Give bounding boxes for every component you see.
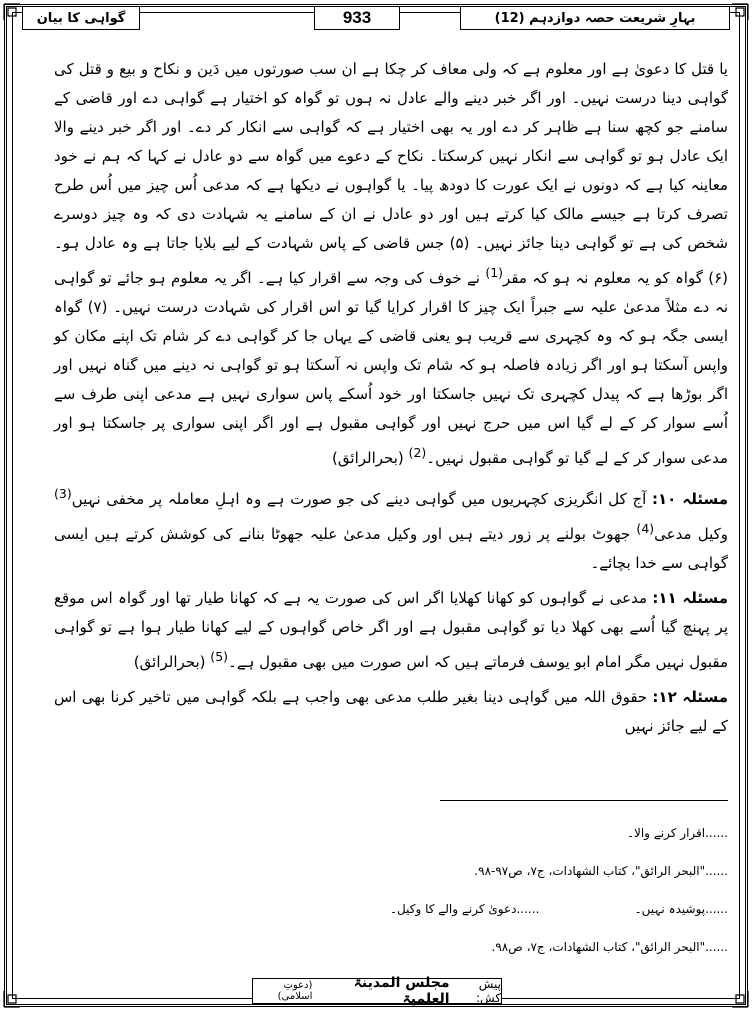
publisher-name: مجلس المدینۃ العلمیۃ <box>353 975 450 1007</box>
footnote-3: ......پوشیدہ نہیں۔ <box>634 902 728 916</box>
paragraph-text: نے خوف کی وجہ سے اقرار کیا ہے۔ اگر یہ معلوم ہو جائے تو گواہی نہ دے مثلاً مدعیٰ علیہ سے جبراً ایک چیز کا اقرار کرایا گیا تو اس اقرار کی شہادت درست نہیں۔ (۷) گواہ ایسی جگہ ہو کہ وہ کچہری سے قریب ہو یعنی قاضی کے یہاں جا کر گواہی دے کر شام تک اپنے مکان کو واپس آسکتا ہو اور اگر زیادہ فاصلہ ہو کہ شام تک واپس نہ آسکتا ہو تو گواہی نہ دینے میں گناہ نہیں اور اگر بوڑھا ہے کہ پیدل کچہری تک نہیں جاسکتا اور خود اُسکے پاس سواری نہیں ہے مدعی اپنی طرف سے اُسے سوار کر کے لے گیا اس میں حرج نہیں اور گواہی مقبول ہے اور اگر اپنی سواری پر جاسکتا ہو اور مدعی سوار کر کے لے گیا تو گواہی مقبول نہیں۔ <box>54 269 728 467</box>
source-reference: (بحرالرائق) <box>332 449 404 467</box>
masla-text: آج کل انگریزی کچہریوں میں گواہی دینے کی جو صورت ہے وہ اہلِ معاملہ پر مخفی نہیں <box>71 490 652 508</box>
masla-label: مسئلہ ۱۲: <box>652 688 728 706</box>
paragraph-intro <box>54 55 728 473</box>
masla-text: جھوٹ بولنے پر زور دیتے ہیں اور وکیل مدعیٰ علیہ جھوٹا بنانے کی کوشش کرتے ہیں ایسی گواہی سے خدا بچائے۔ <box>54 525 728 572</box>
footnote-ref: (3) <box>54 486 72 501</box>
page-number: 933 <box>314 6 400 30</box>
publisher-subtitle: (دعوتِ اسلامی) <box>277 980 313 1002</box>
footnote-ref: (5) <box>210 649 229 664</box>
masla-text: مدعی نے گواہوں کو کھانا کھلایا اگر اس کی صورت یہ ہے کہ کھانا طیار تھا اور گواہ اس موقع پر پہنچ گیا اُسے بھی کھلا دیا تو گواہی مقبول ہے اور اگر خاص گواہوں کے لیے کھانا طیار ہوا ہے تو گواہی مقبول نہیں مگر امام ابو یوسف فرماتے ہیں کہ اس صورت میں بھی مقبول ہے۔ <box>54 589 728 671</box>
masla-11 <box>54 584 728 677</box>
masla-12 <box>54 683 728 741</box>
publisher-footer <box>252 975 502 1007</box>
footnote-2: ......"البحر الرائق"، كتاب الشهادات، ج۷، ص۹۷-۹۸. <box>474 864 728 878</box>
chapter-topic: گواہی کا بیان <box>22 6 140 30</box>
footnote-ref: (1) <box>485 265 504 280</box>
footnote-4: ......دعویٰ کرنے والے کا وکیل۔ <box>390 902 540 916</box>
footnote-ref: (2) <box>408 445 427 460</box>
corner-ornament-icon <box>731 3 749 21</box>
book-title: بہارِ شریعت حصہ دوازدہم (12) <box>460 6 730 30</box>
masla-text: وکیل مدعی <box>654 525 728 543</box>
masla-label: مسئلہ ۱۱: <box>652 589 728 607</box>
footnote-5: ......"البحر الرائق"، كتاب الشهادات، ج۷، ص۹۸. <box>491 940 728 954</box>
footnote-1: ......اقرار کرنے والا۔ <box>626 826 728 840</box>
masla-10 <box>54 479 728 578</box>
paragraph-text: یا قتل کا دعویٰ ہے اور معلوم ہے کہ ولی معاف کر چکا ہے ان سب صورتوں میں دَین و نکاح و بیع و قتل کی گواہی دینا درست نہیں۔ اور اگر خبر دینے والے عادل نہ ہوں تو گواہ کو اختیار ہے گواہی دے اور قاضی کے سامنے جو کچھ سنا ہے ظاہر کر دے اور یہ بھی اختیار ہے کہ گواہی سے انکار کر دے۔ اور اگر خبر دینے والا ایک عادل ہو تو گواہی سے انکار نہیں کرسکتا۔ نکاح کے دعوے میں گواہ سے دو عادل نے کہا کہ ہم نے خود معاینہ کیا ہے کہ دونوں نے ایک عورت کا دودھ پیا۔ یا گواہوں نے دیکھا ہے کہ مدعی اُس چیز میں اُس طرح تصرف کرتا ہے جیسے مالک کیا کرتے ہیں اور دو عادل نے ان کے سامنے یہ شہادت دی کہ وہ چیز دوسرے شخص کی ہے تو گواہی دینا جائز نہیں۔ (۵) جس قاضی کے پاس شہادت کے لیے بلایا جاتا ہے وہ عادل ہو۔ (۶) گواہ کو یہ معلوم نہ ہو کہ مقر <box>54 60 728 287</box>
footnote-ref: (4) <box>636 521 655 536</box>
page-header <box>20 6 732 32</box>
corner-ornament-icon <box>3 990 21 1008</box>
source-reference: (بحرالرائق) <box>133 653 206 671</box>
corner-ornament-icon <box>731 990 749 1008</box>
masla-label: مسئلہ ۱۰: <box>651 490 728 508</box>
footer-prefix: پیش کش: <box>475 977 501 1005</box>
masla-text: حقوق اللہ میں گواہی دینا بغیر طلب مدعی بھی واجب ہے بلکہ گواہی میں تاخیر کرنا بھی اس کے لیے جائز نہیں <box>54 688 728 735</box>
corner-ornament-icon <box>3 3 21 21</box>
footnote-divider <box>440 800 728 801</box>
main-text <box>54 55 728 741</box>
